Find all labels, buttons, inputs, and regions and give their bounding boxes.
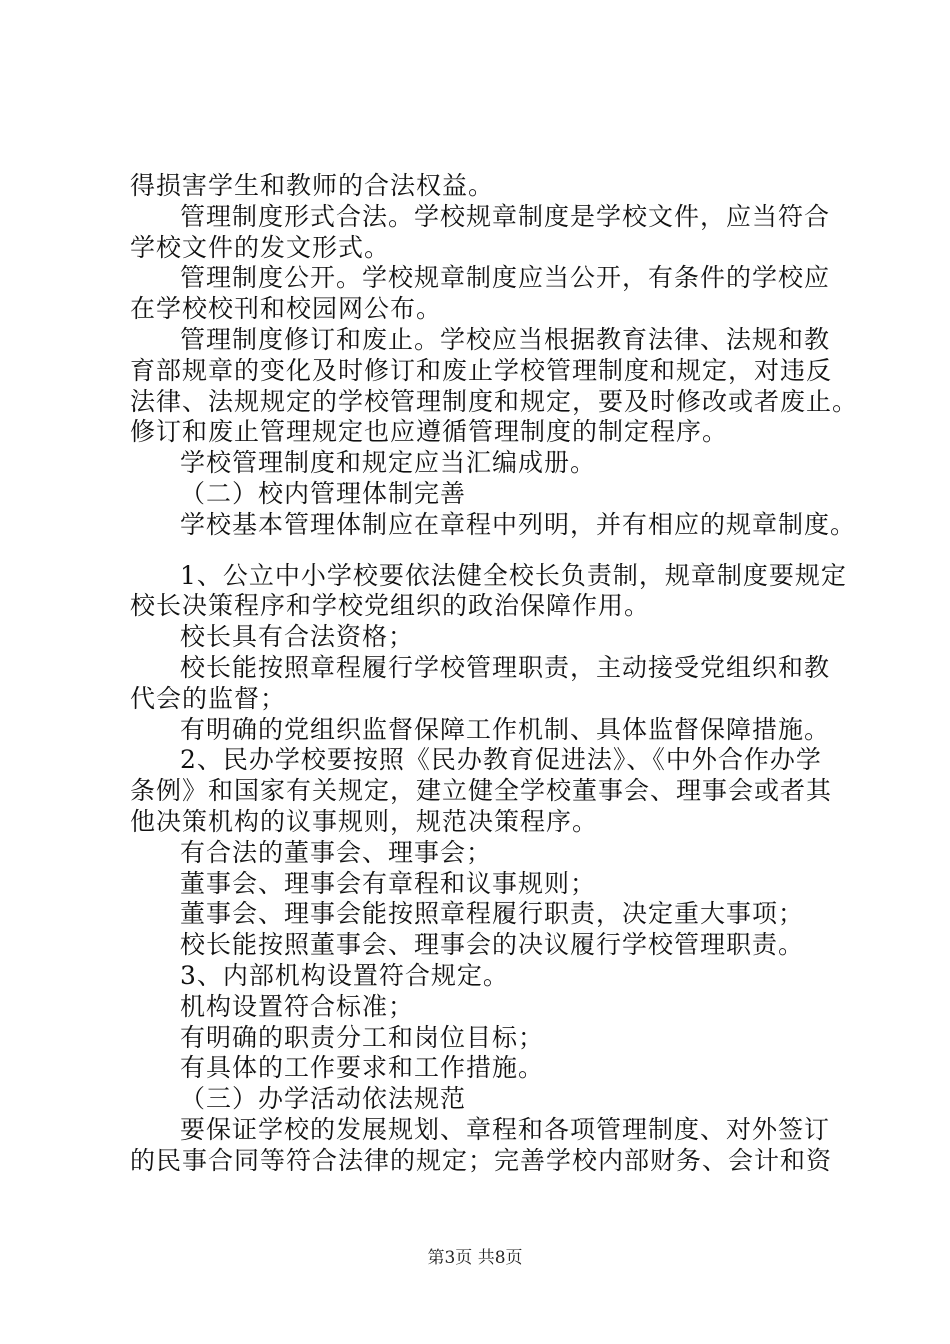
text-line: 机构设置符合标准； [180, 991, 415, 1021]
text-line: 代会的监督； [130, 683, 287, 713]
text-line: 法律、法规规定的学校管理制度和规定，要及时修改或者废止。 [130, 386, 859, 416]
text-line: 1、公立中小学校要依法健全校长负责制，规章制度要规定 [180, 560, 847, 590]
text-line: 学校文件的发文形式。 [130, 232, 391, 262]
text-line: 有具体的工作要求和工作措施。 [180, 1053, 545, 1083]
document-body [130, 171, 859, 1177]
text-line: 条例》和国家有关规定，建立健全学校董事会、理事会或者其 [130, 776, 833, 806]
text-line: 2、民办学校要按照《民办教育促进法》、《中外合作办学 [180, 745, 822, 775]
text-line: 校长具有合法资格； [180, 622, 415, 652]
text-line: 校长能按照董事会、理事会的决议履行学校管理职责。 [180, 930, 805, 960]
text-line: 学校管理制度和规定应当汇编成册。 [180, 448, 597, 478]
text-line: 有合法的董事会、理事会； [180, 837, 493, 867]
text-line: 修订和废止管理规定也应遵循管理制度的制定程序。 [130, 417, 729, 447]
text-line: 管理制度形式合法。学校规章制度是学校文件，应当符合 [180, 201, 831, 231]
text-line: 得损害学生和教师的合法权益。 [130, 171, 495, 200]
section-heading: （二）校内管理体制完善 [180, 478, 467, 508]
text-line: 有明确的职责分工和岗位目标； [180, 1022, 545, 1052]
page-number-footer: 第3页 共8页 [427, 1248, 523, 1268]
text-line: 在学校校刊和校园网公布。 [130, 294, 443, 324]
text-line: 校长决策程序和学校党组织的政治保障作用。 [130, 591, 651, 621]
text-line: 他决策机构的议事规则，规范决策程序。 [130, 806, 599, 836]
text-line: 有明确的党组织监督保障工作机制、具体监督保障措施。 [180, 714, 831, 744]
text-line: 管理制度修订和废止。学校应当根据教育法律、法规和教 [180, 324, 831, 354]
section-heading: （三）办学活动依法规范 [180, 1084, 467, 1114]
text-line: 要保证学校的发展规划、章程和各项管理制度、对外签订 [180, 1114, 831, 1144]
text-line: 董事会、理事会有章程和议事规则； [180, 868, 597, 898]
text-line: 校长能按照章程履行学校管理职责，主动接受党组织和教 [180, 652, 831, 682]
paragraph-gap [130, 541, 850, 561]
text-line: 董事会、理事会能按照章程履行职责，决定重大事项； [180, 899, 805, 929]
text-line: 育部规章的变化及时修订和废止学校管理制度和规定，对违反 [130, 355, 833, 385]
text-line: 学校基本管理体制应在章程中列明，并有相应的规章制度。 [180, 509, 857, 539]
text-line: 管理制度公开。学校规章制度应当公开，有条件的学校应 [180, 263, 831, 293]
text-line: 3、内部机构设置符合规定。 [180, 960, 509, 990]
text-line: 的民事合同等符合法律的规定；完善学校内部财务、会计和资 [130, 1145, 833, 1175]
